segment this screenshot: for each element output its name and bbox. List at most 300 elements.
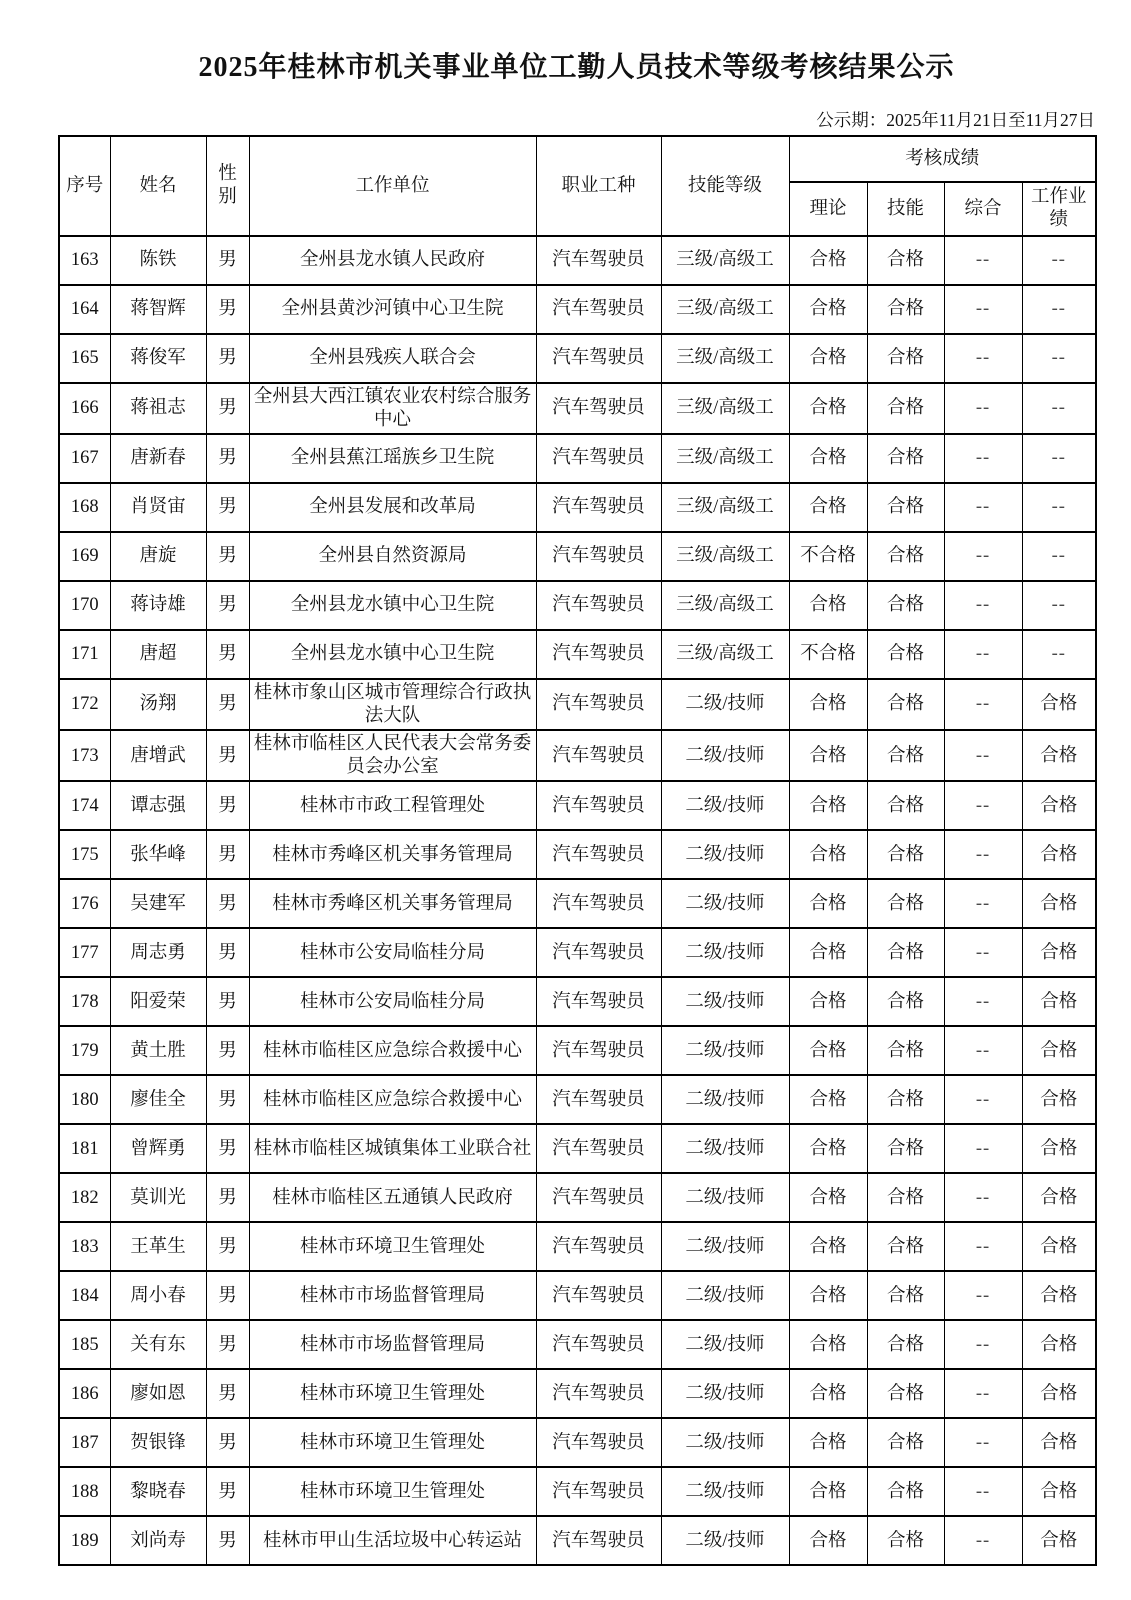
cell-serial: 188: [59, 1467, 110, 1516]
cell-serial: 175: [59, 830, 110, 879]
table-row: [59, 1026, 1096, 1075]
cell-performance: --: [1022, 483, 1096, 532]
cell-comprehensive: --: [944, 977, 1022, 1026]
cell-serial: 171: [59, 630, 110, 679]
cell-theory: 合格: [789, 334, 867, 383]
cell-serial: 186: [59, 1369, 110, 1418]
table-row: [59, 1271, 1096, 1320]
cell-work-unit: 桂林市公安局临桂分局: [249, 928, 536, 977]
cell-gender: 男: [206, 730, 249, 781]
col-header-performance: 工作业绩: [1022, 182, 1096, 236]
cell-gender: 男: [206, 879, 249, 928]
cell-work-unit: 桂林市环境卫生管理处: [249, 1369, 536, 1418]
cell-skill-level: 三级/高级工: [661, 236, 789, 285]
cell-skill: 合格: [867, 1516, 944, 1565]
cell-gender: 男: [206, 630, 249, 679]
cell-serial: 173: [59, 730, 110, 781]
cell-performance: --: [1022, 630, 1096, 679]
cell-name: 唐新春: [110, 434, 206, 483]
cell-serial: 178: [59, 977, 110, 1026]
cell-serial: 176: [59, 879, 110, 928]
cell-serial: 179: [59, 1026, 110, 1075]
cell-serial: 187: [59, 1418, 110, 1467]
cell-gender: 男: [206, 334, 249, 383]
cell-theory: 合格: [789, 1173, 867, 1222]
cell-skill: 合格: [867, 434, 944, 483]
table-row: [59, 285, 1096, 334]
cell-name: 汤翔: [110, 679, 206, 730]
cell-skill-level: 三级/高级工: [661, 630, 789, 679]
cell-serial: 165: [59, 334, 110, 383]
cell-work-unit: 桂林市秀峰区机关事务管理局: [249, 830, 536, 879]
cell-performance: 合格: [1022, 977, 1096, 1026]
cell-skill-level: 二级/技师: [661, 1369, 789, 1418]
cell-skill: 合格: [867, 334, 944, 383]
cell-serial: 167: [59, 434, 110, 483]
table-row: [59, 781, 1096, 830]
cell-theory: 合格: [789, 730, 867, 781]
cell-serial: 168: [59, 483, 110, 532]
cell-name: 蒋智辉: [110, 285, 206, 334]
cell-theory: 合格: [789, 581, 867, 630]
cell-skill-level: 三级/高级工: [661, 334, 789, 383]
cell-theory: 不合格: [789, 630, 867, 679]
cell-theory: 合格: [789, 236, 867, 285]
table-row: [59, 1418, 1096, 1467]
cell-name: 谭志强: [110, 781, 206, 830]
table-row: [59, 383, 1096, 434]
cell-serial: 181: [59, 1124, 110, 1173]
cell-gender: 男: [206, 434, 249, 483]
cell-occupation: 汽车驾驶员: [536, 334, 661, 383]
cell-occupation: 汽车驾驶员: [536, 434, 661, 483]
cell-theory: 合格: [789, 483, 867, 532]
cell-skill: 合格: [867, 1075, 944, 1124]
cell-performance: 合格: [1022, 1075, 1096, 1124]
cell-skill: 合格: [867, 532, 944, 581]
cell-serial: 163: [59, 236, 110, 285]
cell-performance: --: [1022, 285, 1096, 334]
cell-performance: 合格: [1022, 1026, 1096, 1075]
cell-occupation: 汽车驾驶员: [536, 630, 661, 679]
cell-work-unit: 桂林市环境卫生管理处: [249, 1222, 536, 1271]
cell-serial: 183: [59, 1222, 110, 1271]
cell-work-unit: 桂林市秀峰区机关事务管理局: [249, 879, 536, 928]
cell-performance: 合格: [1022, 1369, 1096, 1418]
cell-theory: 合格: [789, 434, 867, 483]
cell-gender: 男: [206, 1075, 249, 1124]
cell-comprehensive: --: [944, 1320, 1022, 1369]
cell-skill: 合格: [867, 1173, 944, 1222]
cell-work-unit: 桂林市环境卫生管理处: [249, 1467, 536, 1516]
cell-gender: 男: [206, 1124, 249, 1173]
cell-serial: 180: [59, 1075, 110, 1124]
cell-work-unit: 桂林市环境卫生管理处: [249, 1418, 536, 1467]
cell-performance: 合格: [1022, 1124, 1096, 1173]
cell-name: 唐旋: [110, 532, 206, 581]
col-header-scores-group: 考核成绩: [789, 136, 1096, 182]
cell-gender: 男: [206, 679, 249, 730]
cell-comprehensive: --: [944, 285, 1022, 334]
cell-comprehensive: --: [944, 1026, 1022, 1075]
cell-skill: 合格: [867, 977, 944, 1026]
cell-comprehensive: --: [944, 236, 1022, 285]
cell-occupation: 汽车驾驶员: [536, 1173, 661, 1222]
cell-work-unit: 桂林市临桂区人民代表大会常务委员会办公室: [249, 730, 536, 781]
cell-occupation: 汽车驾驶员: [536, 383, 661, 434]
cell-gender: 男: [206, 1271, 249, 1320]
cell-comprehensive: --: [944, 630, 1022, 679]
cell-comprehensive: --: [944, 383, 1022, 434]
cell-work-unit: 桂林市市政工程管理处: [249, 781, 536, 830]
cell-performance: 合格: [1022, 730, 1096, 781]
table-row: [59, 483, 1096, 532]
cell-skill: 合格: [867, 1418, 944, 1467]
cell-occupation: 汽车驾驶员: [536, 1418, 661, 1467]
cell-performance: --: [1022, 383, 1096, 434]
cell-name: 黄土胜: [110, 1026, 206, 1075]
cell-performance: 合格: [1022, 1173, 1096, 1222]
cell-performance: 合格: [1022, 928, 1096, 977]
col-header-theory: 理论: [789, 182, 867, 236]
cell-comprehensive: --: [944, 1271, 1022, 1320]
cell-skill-level: 二级/技师: [661, 830, 789, 879]
cell-gender: 男: [206, 383, 249, 434]
cell-skill-level: 三级/高级工: [661, 483, 789, 532]
cell-performance: 合格: [1022, 1418, 1096, 1467]
cell-occupation: 汽车驾驶员: [536, 1320, 661, 1369]
cell-work-unit: 全州县大西江镇农业农村综合服务中心: [249, 383, 536, 434]
cell-theory: 合格: [789, 1516, 867, 1565]
cell-skill: 合格: [867, 1222, 944, 1271]
cell-comprehensive: --: [944, 1369, 1022, 1418]
cell-name: 蒋诗雄: [110, 581, 206, 630]
cell-comprehensive: --: [944, 1124, 1022, 1173]
cell-work-unit: 桂林市象山区城市管理综合行政执法大队: [249, 679, 536, 730]
cell-serial: 169: [59, 532, 110, 581]
table-row: [59, 1222, 1096, 1271]
table-row: [59, 334, 1096, 383]
table-row: [59, 879, 1096, 928]
cell-occupation: 汽车驾驶员: [536, 483, 661, 532]
cell-name: 蒋祖志: [110, 383, 206, 434]
cell-performance: 合格: [1022, 781, 1096, 830]
cell-name: 肖贤宙: [110, 483, 206, 532]
cell-name: 蒋俊军: [110, 334, 206, 383]
cell-work-unit: 全州县蕉江瑶族乡卫生院: [249, 434, 536, 483]
publicity-period: 公示期：2025年11月21日至11月27日: [816, 110, 1095, 130]
cell-comprehensive: --: [944, 730, 1022, 781]
cell-skill: 合格: [867, 928, 944, 977]
cell-skill: 合格: [867, 1124, 944, 1173]
col-header-serial: 序号: [59, 136, 110, 236]
cell-skill: 合格: [867, 1320, 944, 1369]
cell-gender: 男: [206, 977, 249, 1026]
cell-skill: 合格: [867, 1369, 944, 1418]
results-table-header: [59, 136, 1096, 236]
table-row: [59, 434, 1096, 483]
cell-occupation: 汽车驾驶员: [536, 928, 661, 977]
cell-occupation: 汽车驾驶员: [536, 679, 661, 730]
cell-serial: 189: [59, 1516, 110, 1565]
cell-performance: 合格: [1022, 1516, 1096, 1565]
table-row: [59, 1369, 1096, 1418]
cell-gender: 男: [206, 581, 249, 630]
cell-skill: 合格: [867, 1271, 944, 1320]
cell-serial: 177: [59, 928, 110, 977]
cell-theory: 合格: [789, 285, 867, 334]
cell-performance: --: [1022, 532, 1096, 581]
cell-occupation: 汽车驾驶员: [536, 1075, 661, 1124]
cell-name: 刘尚寿: [110, 1516, 206, 1565]
cell-theory: 合格: [789, 1075, 867, 1124]
cell-theory: 合格: [789, 1467, 867, 1516]
cell-theory: 合格: [789, 1369, 867, 1418]
cell-comprehensive: --: [944, 434, 1022, 483]
cell-theory: 合格: [789, 679, 867, 730]
cell-name: 周小春: [110, 1271, 206, 1320]
cell-theory: 合格: [789, 1271, 867, 1320]
cell-name: 贺银锋: [110, 1418, 206, 1467]
cell-performance: 合格: [1022, 1467, 1096, 1516]
cell-skill-level: 二级/技师: [661, 1026, 789, 1075]
cell-comprehensive: --: [944, 830, 1022, 879]
table-row: [59, 928, 1096, 977]
cell-work-unit: 桂林市临桂区应急综合救援中心: [249, 1075, 536, 1124]
cell-skill-level: 二级/技师: [661, 1271, 789, 1320]
col-header-gender: 性别: [206, 136, 249, 236]
cell-occupation: 汽车驾驶员: [536, 532, 661, 581]
cell-name: 张华峰: [110, 830, 206, 879]
cell-occupation: 汽车驾驶员: [536, 285, 661, 334]
cell-skill-level: 二级/技师: [661, 1418, 789, 1467]
cell-occupation: 汽车驾驶员: [536, 879, 661, 928]
cell-occupation: 汽车驾驶员: [536, 830, 661, 879]
cell-name: 唐增武: [110, 730, 206, 781]
cell-gender: 男: [206, 928, 249, 977]
cell-occupation: 汽车驾驶员: [536, 236, 661, 285]
cell-gender: 男: [206, 236, 249, 285]
cell-serial: 184: [59, 1271, 110, 1320]
cell-theory: 合格: [789, 1124, 867, 1173]
cell-skill-level: 二级/技师: [661, 1222, 789, 1271]
cell-skill: 合格: [867, 781, 944, 830]
cell-name: 廖如恩: [110, 1369, 206, 1418]
cell-serial: 166: [59, 383, 110, 434]
table-row: [59, 532, 1096, 581]
cell-skill: 合格: [867, 383, 944, 434]
cell-work-unit: 桂林市临桂区五通镇人民政府: [249, 1173, 536, 1222]
cell-skill-level: 二级/技师: [661, 1516, 789, 1565]
cell-skill-level: 二级/技师: [661, 1173, 789, 1222]
cell-skill: 合格: [867, 730, 944, 781]
cell-work-unit: 全州县黄沙河镇中心卫生院: [249, 285, 536, 334]
cell-gender: 男: [206, 1516, 249, 1565]
cell-gender: 男: [206, 1026, 249, 1075]
cell-serial: 182: [59, 1173, 110, 1222]
cell-comprehensive: --: [944, 334, 1022, 383]
cell-gender: 男: [206, 483, 249, 532]
cell-occupation: 汽车驾驶员: [536, 581, 661, 630]
cell-occupation: 汽车驾驶员: [536, 1222, 661, 1271]
cell-work-unit: 桂林市临桂区城镇集体工业联合社: [249, 1124, 536, 1173]
table-row: [59, 630, 1096, 679]
cell-serial: 185: [59, 1320, 110, 1369]
table-row: [59, 830, 1096, 879]
cell-serial: 164: [59, 285, 110, 334]
table-row: [59, 1516, 1096, 1565]
cell-gender: 男: [206, 1369, 249, 1418]
cell-comprehensive: --: [944, 1418, 1022, 1467]
cell-skill-level: 二级/技师: [661, 1467, 789, 1516]
cell-comprehensive: --: [944, 483, 1022, 532]
cell-comprehensive: --: [944, 1075, 1022, 1124]
cell-theory: 合格: [789, 830, 867, 879]
cell-gender: 男: [206, 1222, 249, 1271]
cell-performance: 合格: [1022, 1222, 1096, 1271]
table-row: [59, 236, 1096, 285]
cell-performance: --: [1022, 236, 1096, 285]
cell-performance: 合格: [1022, 879, 1096, 928]
cell-work-unit: 全州县龙水镇中心卫生院: [249, 581, 536, 630]
cell-gender: 男: [206, 1467, 249, 1516]
cell-skill-level: 二级/技师: [661, 977, 789, 1026]
col-header-skill: 技能: [867, 182, 944, 236]
cell-comprehensive: --: [944, 1222, 1022, 1271]
cell-gender: 男: [206, 830, 249, 879]
cell-name: 阳爱荣: [110, 977, 206, 1026]
cell-skill-level: 三级/高级工: [661, 434, 789, 483]
cell-skill-level: 二级/技师: [661, 679, 789, 730]
cell-occupation: 汽车驾驶员: [536, 1467, 661, 1516]
cell-comprehensive: --: [944, 1467, 1022, 1516]
cell-performance: 合格: [1022, 830, 1096, 879]
cell-work-unit: 全州县残疾人联合会: [249, 334, 536, 383]
cell-name: 周志勇: [110, 928, 206, 977]
cell-serial: 172: [59, 679, 110, 730]
cell-occupation: 汽车驾驶员: [536, 1369, 661, 1418]
header-row-top: [59, 136, 1096, 182]
cell-theory: 合格: [789, 928, 867, 977]
cell-skill-level: 三级/高级工: [661, 581, 789, 630]
cell-name: 唐超: [110, 630, 206, 679]
cell-performance: --: [1022, 434, 1096, 483]
table-row: [59, 1320, 1096, 1369]
table-row: [59, 1075, 1096, 1124]
col-header-occupation: 职业工种: [536, 136, 661, 236]
cell-skill: 合格: [867, 236, 944, 285]
cell-skill-level: 三级/高级工: [661, 285, 789, 334]
cell-comprehensive: --: [944, 581, 1022, 630]
cell-skill: 合格: [867, 581, 944, 630]
cell-serial: 174: [59, 781, 110, 830]
table-row: [59, 1467, 1096, 1516]
cell-performance: 合格: [1022, 679, 1096, 730]
cell-skill-level: 二级/技师: [661, 928, 789, 977]
cell-performance: 合格: [1022, 1320, 1096, 1369]
cell-name: 黎晓春: [110, 1467, 206, 1516]
cell-comprehensive: --: [944, 781, 1022, 830]
cell-skill-level: 二级/技师: [661, 879, 789, 928]
cell-gender: 男: [206, 1418, 249, 1467]
cell-theory: 不合格: [789, 532, 867, 581]
cell-performance: 合格: [1022, 1271, 1096, 1320]
cell-occupation: 汽车驾驶员: [536, 1271, 661, 1320]
cell-theory: 合格: [789, 781, 867, 830]
cell-skill-level: 二级/技师: [661, 781, 789, 830]
cell-theory: 合格: [789, 383, 867, 434]
table-row: [59, 730, 1096, 781]
col-header-comprehensive: 综合: [944, 182, 1022, 236]
cell-skill: 合格: [867, 630, 944, 679]
cell-name: 莫训光: [110, 1173, 206, 1222]
cell-theory: 合格: [789, 977, 867, 1026]
page-title: 2025年桂林市机关事业单位工勤人员技术等级考核结果公示: [198, 52, 955, 83]
cell-comprehensive: --: [944, 1173, 1022, 1222]
cell-name: 曾辉勇: [110, 1124, 206, 1173]
cell-occupation: 汽车驾驶员: [536, 730, 661, 781]
document-content: [58, 0, 1095, 1566]
cell-occupation: 汽车驾驶员: [536, 1124, 661, 1173]
cell-work-unit: 桂林市公安局临桂分局: [249, 977, 536, 1026]
cell-work-unit: 桂林市甲山生活垃圾中心转运站: [249, 1516, 536, 1565]
cell-theory: 合格: [789, 1418, 867, 1467]
cell-theory: 合格: [789, 1320, 867, 1369]
cell-name: 廖佳全: [110, 1075, 206, 1124]
cell-performance: --: [1022, 581, 1096, 630]
col-header-skill-level: 技能等级: [661, 136, 789, 236]
cell-occupation: 汽车驾驶员: [536, 977, 661, 1026]
cell-skill: 合格: [867, 1026, 944, 1075]
cell-comprehensive: --: [944, 1516, 1022, 1565]
cell-comprehensive: --: [944, 879, 1022, 928]
cell-gender: 男: [206, 1173, 249, 1222]
cell-skill: 合格: [867, 879, 944, 928]
cell-skill-level: 二级/技师: [661, 730, 789, 781]
cell-theory: 合格: [789, 1026, 867, 1075]
results-table-body: [59, 236, 1096, 1565]
cell-gender: 男: [206, 285, 249, 334]
cell-skill-level: 三级/高级工: [661, 383, 789, 434]
cell-performance: --: [1022, 334, 1096, 383]
cell-gender: 男: [206, 781, 249, 830]
cell-work-unit: 桂林市市场监督管理局: [249, 1271, 536, 1320]
cell-skill: 合格: [867, 679, 944, 730]
cell-occupation: 汽车驾驶员: [536, 781, 661, 830]
cell-comprehensive: --: [944, 928, 1022, 977]
table-row: [59, 679, 1096, 730]
cell-gender: 男: [206, 532, 249, 581]
cell-skill-level: 二级/技师: [661, 1075, 789, 1124]
cell-work-unit: 全州县龙水镇中心卫生院: [249, 630, 536, 679]
cell-skill: 合格: [867, 285, 944, 334]
cell-skill: 合格: [867, 483, 944, 532]
cell-name: 关有东: [110, 1320, 206, 1369]
cell-gender: 男: [206, 1320, 249, 1369]
cell-name: 陈铁: [110, 236, 206, 285]
cell-occupation: 汽车驾驶员: [536, 1026, 661, 1075]
cell-work-unit: 桂林市市场监督管理局: [249, 1320, 536, 1369]
table-row: [59, 1173, 1096, 1222]
table-row: [59, 1124, 1096, 1173]
cell-name: 王革生: [110, 1222, 206, 1271]
results-table: [58, 135, 1097, 1566]
cell-work-unit: 全州县自然资源局: [249, 532, 536, 581]
cell-work-unit: 全州县龙水镇人民政府: [249, 236, 536, 285]
cell-skill-level: 三级/高级工: [661, 532, 789, 581]
cell-theory: 合格: [789, 879, 867, 928]
col-header-work-unit: 工作单位: [249, 136, 536, 236]
